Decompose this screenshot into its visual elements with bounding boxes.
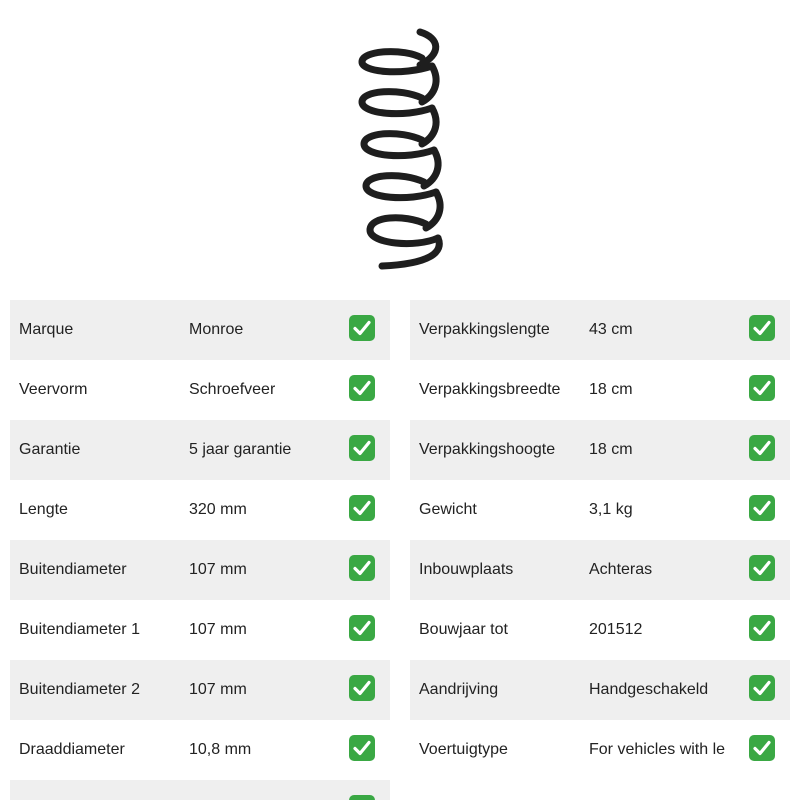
spec-value: 107 mm (189, 621, 247, 638)
spec-value: 3,1 kg (589, 501, 633, 518)
spec-row-partial (10, 780, 390, 800)
check-icon (349, 615, 375, 641)
spec-row-bouwjaar-tot (410, 600, 790, 660)
spec-label: Buitendiameter (19, 561, 127, 578)
spec-row-marque (10, 300, 390, 360)
spec-row-draaddiameter (10, 720, 390, 780)
spec-row-veervorm (10, 360, 390, 420)
spec-table-left (10, 300, 390, 800)
spec-label: Garantie (19, 441, 81, 458)
spec-row-verpakkingshoogte (410, 420, 790, 480)
spec-value: 5 jaar garantie (189, 441, 292, 458)
spec-value: 320 mm (189, 501, 247, 518)
spec-value: 18 cm (589, 441, 633, 458)
check-icon (349, 675, 375, 701)
check-icon (749, 735, 775, 761)
spec-label: Verpakkingslengte (419, 321, 550, 338)
spec-row-voertuigtype (410, 720, 790, 780)
spec-label: Aandrijving (419, 681, 499, 698)
check-icon (349, 555, 375, 581)
coil-spring-icon (340, 20, 460, 280)
spec-row-lengte (10, 480, 390, 540)
spec-row-garantie (10, 420, 390, 480)
spec-value: Monroe (189, 321, 244, 338)
check-icon (349, 735, 375, 761)
spec-value: 18 cm (589, 381, 633, 398)
check-icon (749, 675, 775, 701)
spec-row-buitendiameter (10, 540, 390, 600)
spec-label: Veervorm (19, 381, 88, 398)
spec-label: Lengte (19, 501, 68, 518)
spec-value: For vehicles with le (589, 741, 726, 758)
spec-table-right (410, 300, 790, 780)
spec-value: 10,8 mm (189, 741, 252, 758)
spec-value: 201512 (589, 621, 643, 638)
check-icon (349, 375, 375, 401)
spec-value: Schroefveer (189, 381, 276, 398)
check-icon (349, 795, 375, 800)
spec-label: Verpakkingshoogte (419, 441, 556, 458)
check-icon (749, 555, 775, 581)
spec-value: 43 cm (589, 321, 633, 338)
spec-label: Verpakkingsbreedte (419, 381, 561, 398)
spec-row-verpakkingslengte (410, 300, 790, 360)
spec-label: Gewicht (419, 501, 477, 518)
spec-value: 107 mm (189, 681, 247, 698)
check-icon (749, 615, 775, 641)
spec-label: Inbouwplaats (419, 561, 514, 578)
check-icon (749, 375, 775, 401)
spec-row-buitendiameter-1 (10, 600, 390, 660)
check-icon (349, 495, 375, 521)
spec-value: Achteras (589, 561, 653, 578)
check-icon (349, 435, 375, 461)
check-icon (349, 315, 375, 341)
check-icon (749, 315, 775, 341)
spec-label: Bouwjaar tot (419, 621, 508, 638)
spec-label: Marque (19, 321, 74, 338)
spec-label: Draaddiameter (19, 741, 125, 758)
spec-label: Voertuigtype (419, 741, 508, 758)
spec-row-aandrijving (410, 660, 790, 720)
spec-row-verpakkingsbreedte (410, 360, 790, 420)
spec-label: Buitendiameter 2 (19, 681, 140, 698)
check-icon (749, 435, 775, 461)
spec-label: Buitendiameter 1 (19, 621, 140, 638)
spec-value: Handgeschakeld (589, 681, 709, 698)
coil-spring-image (340, 20, 460, 280)
check-icon (749, 495, 775, 521)
spec-row-buitendiameter-2 (10, 660, 390, 720)
spec-value: 107 mm (189, 561, 247, 578)
spec-row-inbouwplaats (410, 540, 790, 600)
spec-row-gewicht (410, 480, 790, 540)
